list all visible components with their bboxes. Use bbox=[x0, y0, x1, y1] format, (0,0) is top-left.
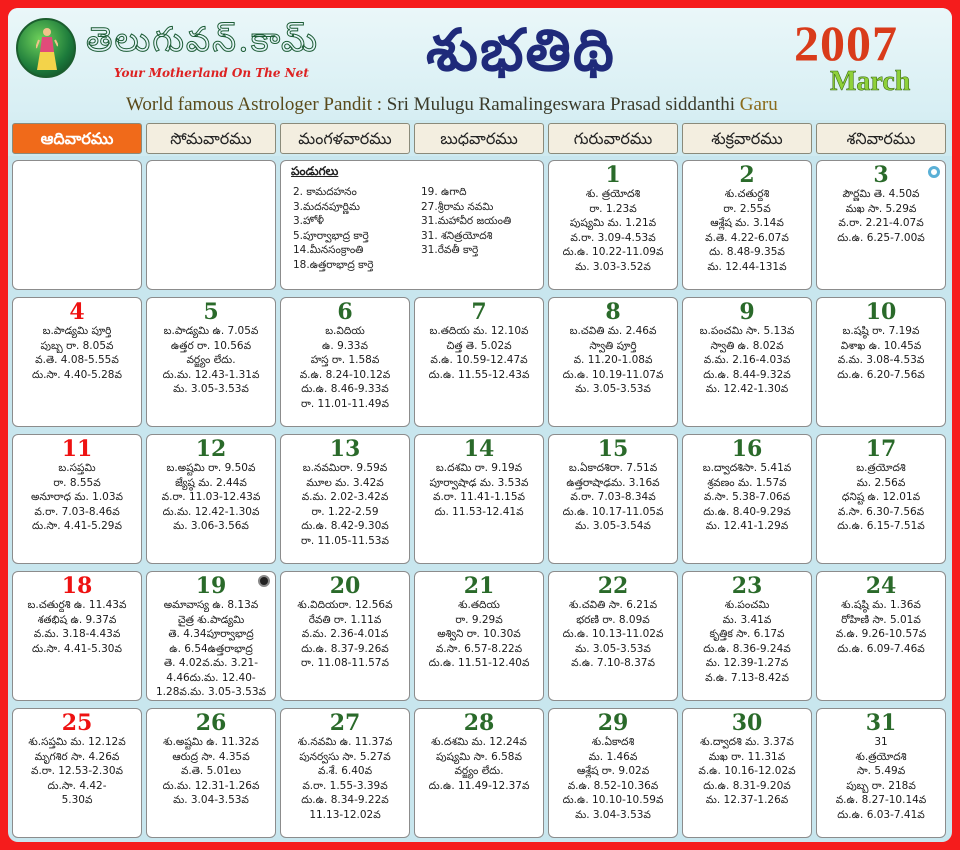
panchang-details bbox=[415, 324, 543, 382]
festival-item: 31.రేవతీ కార్తె bbox=[421, 244, 479, 256]
day-cell[interactable] bbox=[280, 708, 410, 838]
panchang-line: బ.ద్వాదశిసా. 5.41వ bbox=[702, 462, 792, 474]
panchang-line: రా. 1.22-2.59 bbox=[311, 505, 379, 518]
panchang-line: దు. 11.53-12.41వ bbox=[434, 505, 524, 518]
day-number: 6 bbox=[337, 299, 353, 325]
panchang-line: దు.ఉ. 8.34-9.22వ bbox=[301, 794, 389, 806]
day-cell[interactable] bbox=[816, 708, 946, 838]
day-number: 30 bbox=[731, 710, 763, 736]
panchang-line: వ.తె. 5.01లు bbox=[180, 765, 242, 777]
panchang-line: దు.ఉ. 8.37-9.26వ bbox=[301, 642, 389, 655]
day-cell[interactable] bbox=[548, 708, 678, 838]
panchang-details bbox=[683, 461, 811, 534]
panchang-line: వ. 11.20-1.08వ bbox=[573, 354, 653, 366]
day-number: 16 bbox=[731, 436, 763, 462]
panchang-line: 4.46దు.మ. 12.40- bbox=[166, 671, 256, 684]
panchang-line: అమావాస్య ఉ. 8.13వ bbox=[163, 599, 259, 611]
festival-item: 3.మదనపూర్ణిమ bbox=[293, 200, 360, 213]
panchang-line: దు.ఉ. 8.40-9.29వ bbox=[703, 505, 791, 518]
day-number: 21 bbox=[463, 573, 495, 599]
panchang-line: పునర్వసు సా. 5.27వ bbox=[299, 750, 391, 763]
panchang-details bbox=[817, 324, 945, 382]
day-number: 22 bbox=[597, 573, 629, 599]
day-number: 19 bbox=[195, 573, 227, 599]
panchang-line: దు.ఉ. 11.49-12.37వ bbox=[428, 779, 530, 792]
panchang-line: మృగశిర సా. 4.26వ bbox=[34, 750, 120, 763]
panchang-line: మ. 3.04-3.53వ bbox=[173, 794, 249, 806]
panchang-line: అనూరాధ మ. 1.03వ bbox=[30, 491, 123, 503]
panchang-line: మ. 12.42-1.30వ bbox=[705, 383, 789, 395]
panchang-line: దు.ఉ. 8.36-9.24వ bbox=[703, 642, 791, 655]
astrologer-credit bbox=[126, 94, 778, 116]
month-label: March bbox=[830, 66, 911, 97]
day-cell[interactable] bbox=[280, 297, 410, 427]
day-cell[interactable] bbox=[12, 708, 142, 838]
panchang-line: మ. 3.05-3.53వ bbox=[575, 642, 651, 655]
day-cell[interactable] bbox=[146, 708, 276, 838]
panchang-line: బ.విదియ bbox=[325, 325, 365, 337]
panchang-line: రా. 11.05-11.53వ bbox=[301, 534, 389, 547]
panchang-line: 11.13-12.02వ bbox=[309, 808, 381, 821]
panchang-line: వ.మ. 2.16-4.03వ bbox=[703, 354, 791, 366]
day-number: 3 bbox=[873, 162, 889, 188]
day-cell[interactable] bbox=[146, 434, 276, 564]
panchang-line: వ.మ. 2.36-4.01వ bbox=[301, 628, 389, 640]
festivals-left-list bbox=[293, 185, 373, 272]
panchang-line: మ. 3.03-3.52వ bbox=[575, 260, 651, 273]
day-number: 29 bbox=[597, 710, 629, 736]
day-cell[interactable] bbox=[12, 571, 142, 701]
panchang-details bbox=[683, 187, 811, 274]
site-tagline: Your Motherland On The Net bbox=[114, 66, 309, 80]
panchang-line: వ.మ. 3.18-4.43వ bbox=[33, 628, 121, 640]
astrologer-name: Sri Mulugu Ramalingeswara Prasad siddanthi bbox=[386, 94, 736, 115]
festivals-right-list bbox=[421, 185, 511, 258]
day-number: 15 bbox=[597, 436, 629, 462]
panchang-line: రా. 1.23వ bbox=[589, 202, 637, 215]
logo-emblem[interactable] bbox=[16, 18, 76, 78]
panchang-line: బ.అష్టమి రా. 9.50వ bbox=[166, 462, 256, 474]
day-number: 5 bbox=[203, 299, 219, 325]
panchang-details bbox=[281, 735, 409, 822]
panchang-line: బ.తదియ మ. 12.10వ bbox=[429, 325, 529, 337]
panchang-line: దు.ఉ. 6.03-7.41వ bbox=[837, 808, 925, 821]
panchang-line: శు.పంచమి bbox=[724, 599, 770, 611]
panchang-line: వ.ఉ. 8.27-10.14వ bbox=[835, 794, 927, 806]
day-number: 9 bbox=[739, 299, 755, 325]
panchang-line: మఖ సా. 5.29వ bbox=[845, 202, 917, 215]
panchang-details bbox=[147, 735, 275, 808]
panchang-line: వ.సా. 5.38-7.06వ bbox=[703, 491, 791, 503]
panchang-line: శు.తదియ bbox=[458, 599, 500, 611]
day-number: 18 bbox=[61, 573, 93, 599]
panchang-line: దు.ఉ. 6.09-7.46వ bbox=[837, 642, 925, 655]
panchang-line: మ. 3.41వ bbox=[722, 613, 772, 626]
panchang-line: ఆశ్లేష మ. 3.14వ bbox=[710, 217, 784, 229]
day-cell[interactable] bbox=[682, 571, 812, 701]
panchang-line: 5.30వ bbox=[61, 794, 93, 806]
panchang-line: కృత్తిక సా. 6.17వ bbox=[709, 628, 785, 640]
panchang-line: దు.ఉ. 10.19-11.07వ bbox=[562, 368, 664, 381]
site-logo-text[interactable]: తెలుగువన్.కామ్ bbox=[86, 20, 319, 60]
weekday-header-4[interactable]: గురువారము bbox=[548, 123, 678, 154]
panchang-line: 31 bbox=[874, 736, 888, 748]
panchang-line: 1.28వ.మ. 3.05-3.53వ bbox=[156, 686, 266, 698]
panchang-line: బ.ఏకాదశిరా. 7.51వ bbox=[568, 462, 658, 474]
panchang-details bbox=[549, 461, 677, 534]
panchang-line: పూర్వాషాఢ మ. 3.53వ bbox=[429, 476, 529, 489]
day-cell[interactable] bbox=[816, 434, 946, 564]
panchang-line: శు.సప్తమి మ. 12.12వ bbox=[28, 736, 126, 748]
panchang-line: బ.పాడ్యమి ఉ. 7.05వ bbox=[163, 325, 259, 337]
panchang-details bbox=[13, 735, 141, 808]
day-number: 11 bbox=[61, 436, 93, 462]
day-number: 4 bbox=[69, 299, 85, 325]
panchang-line: దు.ఉ. 11.55-12.43వ bbox=[428, 368, 530, 381]
panchang-line: రా. 11.01-11.49వ bbox=[301, 397, 389, 410]
panchang-details bbox=[683, 735, 811, 808]
panchang-details bbox=[549, 187, 677, 274]
panchang-details bbox=[415, 598, 543, 671]
panchang-line: వ.రా. 11.41-1.15వ bbox=[432, 491, 525, 503]
panchang-line: బ.షష్ఠి రా. 7.19వ bbox=[842, 325, 920, 337]
panchang-details bbox=[683, 324, 811, 397]
panchang-details bbox=[817, 187, 945, 245]
panchang-line: వ.సా. 6.57-8.22వ bbox=[435, 642, 523, 655]
panchang-line: ఉ. 6.54ఉత్తరాభాద్ర bbox=[169, 642, 253, 655]
panchang-line: బ.సప్తమి bbox=[58, 462, 96, 474]
panchang-line: మ. 12.44-131వ bbox=[707, 260, 787, 273]
day-cell[interactable] bbox=[12, 434, 142, 564]
panchang-line: ఉ. 9.33వ bbox=[322, 339, 368, 352]
day-number: 26 bbox=[195, 710, 227, 736]
panchang-line: మ. 12.39-1.27వ bbox=[705, 657, 789, 669]
panchang-line: దు. 8.48-9.35వ bbox=[709, 246, 785, 258]
panchang-details bbox=[281, 461, 409, 548]
panchang-line: శు.ద్వాదశి మ. 3.37వ bbox=[700, 736, 794, 748]
panchang-details bbox=[147, 324, 275, 397]
panchang-line: ఆశ్లేష రా. 9.02వ bbox=[576, 765, 650, 777]
panchang-line: వ.రా. 12.53-2.30వ bbox=[30, 765, 123, 777]
panchang-line: వ.రా. 3.09-4.53వ bbox=[570, 231, 656, 244]
panchang-line: ఉత్తరాషాఢమ. 3.16వ bbox=[566, 476, 660, 489]
panchang-line: దు.మ. 12.31-1.26వ bbox=[162, 779, 260, 792]
festival-item: 27.శ్రీరామ నవమి bbox=[421, 200, 494, 213]
empty-day-cell bbox=[12, 160, 142, 290]
festival-item: 19. ఉగాది bbox=[421, 186, 467, 198]
panchang-line: శు.షష్ఠి మ. 1.36వ bbox=[841, 599, 921, 611]
festival-item: 2. కామదహనం bbox=[293, 186, 357, 198]
festivals-box bbox=[280, 160, 544, 290]
panchang-line: చైత్ర శు.పాడ్యమి bbox=[177, 613, 245, 626]
panchang-details bbox=[13, 324, 141, 382]
panchang-line: వ.ఉ. 10.16-12.02వ bbox=[698, 765, 796, 777]
day-number: 12 bbox=[195, 436, 227, 462]
weekday-header-0[interactable]: ఆదివారము bbox=[12, 123, 142, 154]
panchang-line: మ. 1.46వ bbox=[588, 750, 638, 763]
panchang-line: దు.ఉ. 6.25-7.00వ bbox=[837, 231, 925, 244]
panchang-line: రా. 2.55వ bbox=[723, 202, 771, 215]
festivals-title: పండుగలు bbox=[291, 164, 339, 178]
marker-dot-icon bbox=[258, 575, 270, 587]
panchang-line: రా. 8.55వ bbox=[53, 476, 101, 489]
panchang-details bbox=[549, 598, 677, 671]
weekday-header-6[interactable]: శనివారము bbox=[816, 123, 946, 154]
panchang-line: వర్జ్యం లేదు. bbox=[186, 354, 236, 366]
weekday-header-5[interactable]: శుక్రవారము bbox=[682, 123, 812, 154]
panchang-line: వ.రా. 7.03-8.46వ bbox=[34, 505, 120, 518]
panchang-line: స్వాతి పూర్తి bbox=[589, 339, 637, 352]
panchang-line: రా. 9.29వ bbox=[455, 613, 503, 626]
day-cell[interactable] bbox=[682, 708, 812, 838]
panchang-line: బ.చతుర్దశి ఉ. 11.43వ bbox=[27, 599, 127, 611]
panchang-line: దు.ఉ. 10.13-11.02వ bbox=[562, 628, 664, 640]
day-number: 23 bbox=[731, 573, 763, 599]
panchang-line: శు. త్రయోదశి bbox=[585, 188, 641, 200]
panchang-line: వ.మ. 2.02-3.42వ bbox=[301, 491, 389, 503]
panchang-details bbox=[415, 461, 543, 519]
panchang-line: దు.ఉ. 8.42-9.30వ bbox=[301, 520, 389, 532]
panchang-line: వ.రా. 11.03-12.43వ bbox=[161, 491, 261, 503]
panchang-line: వ.ఉ. 8.24-10.12వ bbox=[299, 368, 391, 381]
day-cell[interactable] bbox=[548, 571, 678, 701]
panchang-details bbox=[147, 461, 275, 534]
weekday-header-3[interactable]: బుధవారము bbox=[414, 123, 544, 154]
day-number: 14 bbox=[463, 436, 495, 462]
panchang-line: ఆరుద్ర సా. 4.35వ bbox=[172, 750, 250, 763]
panchang-line: శు.నవమి ఉ. 11.37వ bbox=[297, 736, 393, 748]
panchang-details bbox=[549, 324, 677, 397]
panchang-line: భరణి రా. 8.09వ bbox=[576, 613, 650, 626]
day-cell[interactable] bbox=[682, 434, 812, 564]
day-cell[interactable] bbox=[146, 571, 276, 701]
page-title: శుభతిథి bbox=[426, 16, 616, 84]
weekday-header-bar bbox=[8, 120, 952, 156]
panchang-details bbox=[415, 735, 543, 793]
panchang-line: శు.దశమి మ. 12.24వ bbox=[431, 736, 527, 748]
panchang-line: శు.అష్టమి ఉ. 11.32వ bbox=[163, 736, 259, 748]
day-cell[interactable] bbox=[548, 297, 678, 427]
panchang-line: మ. 12.37-1.26వ bbox=[705, 794, 789, 806]
festival-item: 31. శనిత్రయోదశి bbox=[421, 229, 493, 242]
panchang-line: జ్యేష్ఠ మ. 2.44వ bbox=[175, 476, 247, 489]
day-cell[interactable] bbox=[280, 434, 410, 564]
panchang-line: తె. 4.02వ.మ. 3.21- bbox=[164, 657, 258, 669]
day-number: 24 bbox=[865, 573, 897, 599]
panchang-line: దు.ఉ. 8.44-9.32వ bbox=[703, 368, 791, 381]
panchang-line: బ.చవితి మ. 2.46వ bbox=[569, 325, 657, 337]
festival-item: 14.మీనసంక్రాంతి bbox=[293, 244, 364, 256]
panchang-details bbox=[147, 598, 275, 700]
astrologer-label: World famous Astrologer Pandit : bbox=[126, 94, 382, 115]
day-cell[interactable] bbox=[414, 708, 544, 838]
day-cell[interactable] bbox=[816, 571, 946, 701]
festival-item: 18.ఉత్తరాభాద్ర కార్తె bbox=[293, 258, 374, 271]
day-cell[interactable] bbox=[280, 571, 410, 701]
panchang-line: శతభిష ఉ. 9.37వ bbox=[37, 613, 117, 626]
day-cell[interactable] bbox=[548, 434, 678, 564]
panchang-line: పుబ్బ రా. 8.05వ bbox=[40, 339, 114, 352]
panchang-line: మ. 3.06-3.56వ bbox=[173, 520, 249, 532]
panchang-line: దు.సా. 4.42- bbox=[47, 779, 107, 792]
day-number: 27 bbox=[329, 710, 361, 736]
day-cell[interactable] bbox=[12, 297, 142, 427]
day-number: 31 bbox=[865, 710, 897, 736]
panchang-line: వ.ఉ. 10.59-12.47వ bbox=[430, 354, 528, 366]
day-number: 17 bbox=[865, 436, 897, 462]
panchang-line: మ. 3.05-3.54వ bbox=[575, 520, 651, 532]
day-cell[interactable] bbox=[146, 297, 276, 427]
panchang-line: మ. 12.41-1.29వ bbox=[705, 520, 789, 532]
panchang-line: బ.పాడ్యమి పూర్తి bbox=[42, 325, 112, 337]
panchang-line: మఖ రా. 11.31వ bbox=[708, 750, 786, 763]
panchang-line: స్వాతి ఉ. 8.02వ bbox=[710, 339, 784, 352]
astrologer-suffix: Garu bbox=[739, 94, 778, 115]
panchang-line: పుష్యమి మ. 1.21వ bbox=[569, 217, 657, 229]
panchang-line: బ.నవమిరా. 9.59వ bbox=[302, 462, 388, 474]
day-cell[interactable] bbox=[816, 297, 946, 427]
panchang-line: దు.మ. 12.42-1.30వ bbox=[162, 505, 260, 518]
panchang-line: వ.రా. 7.03-8.34వ bbox=[570, 491, 656, 503]
festival-item: 3.హోళీ bbox=[293, 215, 324, 227]
panchang-line: దు.ఉ. 6.15-7.51వ bbox=[837, 520, 925, 532]
panchang-line: శు.ఏకాదశి bbox=[591, 736, 635, 748]
dancer-icon bbox=[36, 26, 58, 72]
calendar-frame bbox=[8, 8, 952, 842]
festival-item: 5.పూర్వాభాద్ర కార్తె bbox=[293, 229, 369, 242]
day-number: 1 bbox=[605, 162, 621, 188]
marker-dot-icon bbox=[928, 166, 940, 178]
panchang-line: శు.త్రయోదశి bbox=[855, 750, 907, 763]
panchang-details bbox=[13, 461, 141, 534]
panchang-line: రా. 11.08-11.57వ bbox=[301, 657, 389, 669]
weekday-header-2[interactable]: మంగళవారము bbox=[280, 123, 410, 154]
day-number: 13 bbox=[329, 436, 361, 462]
panchang-line: రోహిణి సా. 5.01వ bbox=[841, 613, 921, 626]
panchang-line: అశ్విని రా. 10.30వ bbox=[437, 628, 521, 640]
panchang-details bbox=[683, 598, 811, 685]
day-number: 8 bbox=[605, 299, 621, 325]
day-cell[interactable] bbox=[414, 571, 544, 701]
day-number: 7 bbox=[471, 299, 487, 325]
day-cell[interactable] bbox=[548, 160, 678, 290]
day-number: 28 bbox=[463, 710, 495, 736]
panchang-line: వ.ఉ. 7.10-8.37వ bbox=[571, 657, 655, 669]
day-cell[interactable] bbox=[682, 297, 812, 427]
panchang-line: వ.తె. 4.22-6.07వ bbox=[705, 231, 789, 244]
panchang-line: వ.రా. 1.55-3.39వ bbox=[302, 779, 388, 792]
panchang-line: దు.సా. 4.40-5.28వ bbox=[32, 368, 122, 381]
panchang-line: పౌర్ణమి తె. 4.50వ bbox=[842, 188, 920, 200]
day-cell[interactable] bbox=[816, 160, 946, 290]
panchang-line: శ్రవణం మ. 1.57వ bbox=[707, 476, 787, 489]
panchang-line: పుబ్బ రా. 218వ bbox=[846, 779, 916, 792]
panchang-line: ఉత్తర రా. 10.56వ bbox=[170, 339, 252, 352]
panchang-line: హస్త రా. 1.58వ bbox=[310, 354, 380, 366]
panchang-line: దు.ఉ. 8.31-9.20వ bbox=[703, 779, 791, 792]
panchang-line: వ.ఉ. 8.52-10.36వ bbox=[567, 779, 659, 792]
panchang-details bbox=[281, 324, 409, 411]
panchang-line: దు.సా. 4.41-5.29వ bbox=[32, 520, 122, 532]
panchang-line: శు.చవితి సా. 6.21వ bbox=[568, 599, 658, 611]
festival-item: 31.మహావీర జయంతి bbox=[421, 215, 512, 227]
header bbox=[8, 8, 952, 120]
panchang-line: మ. 2.56వ bbox=[856, 476, 906, 489]
panchang-line: బ.త్రయోదశి bbox=[856, 462, 906, 474]
panchang-line: తె. 4.34పూర్వాభాద్ర bbox=[168, 628, 254, 640]
day-cell[interactable] bbox=[414, 297, 544, 427]
panchang-line: వ.మ. 3.08-4.53వ bbox=[837, 354, 925, 366]
panchang-line: వర్జ్యం లేదు. bbox=[454, 765, 504, 777]
panchang-line: మ. 3.05-3.53వ bbox=[173, 383, 249, 395]
panchang-line: దు.ఉ. 6.20-7.56వ bbox=[837, 368, 925, 381]
panchang-line: సా. 5.49వ bbox=[856, 765, 906, 777]
panchang-line: చిత్త తె. 5.02వ bbox=[446, 339, 512, 352]
day-number: 20 bbox=[329, 573, 361, 599]
empty-day-cell bbox=[146, 160, 276, 290]
panchang-line: దు.ఉ. 10.10-10.59వ bbox=[562, 794, 664, 806]
panchang-details bbox=[817, 598, 945, 656]
panchang-line: పుష్యమి సా. 6.58వ bbox=[436, 750, 522, 763]
panchang-line: దు.ఉ. 10.22-11.09వ bbox=[562, 246, 664, 258]
day-number: 10 bbox=[865, 299, 897, 325]
day-cell[interactable] bbox=[682, 160, 812, 290]
panchang-details bbox=[817, 461, 945, 534]
day-cell[interactable] bbox=[414, 434, 544, 564]
day-number: 25 bbox=[61, 710, 93, 736]
panchang-line: బ.పంచమి సా. 5.13వ bbox=[699, 325, 795, 337]
panchang-line: దు.మ. 12.43-1.31వ bbox=[162, 368, 260, 381]
panchang-line: దు.ఉ. 10.17-11.05వ bbox=[562, 505, 664, 518]
panchang-line: ధనిష్ట ఉ. 12.01వ bbox=[841, 491, 921, 503]
panchang-line: వ.సా. 6.30-7.56వ bbox=[837, 505, 925, 518]
panchang-line: శు.విదియరా. 12.56వ bbox=[297, 599, 393, 611]
weekday-header-1[interactable]: సోమవారము bbox=[146, 123, 276, 154]
panchang-line: వ.శే. 6.40వ bbox=[317, 765, 373, 777]
panchang-line: వ.రా. 2.21-4.07వ bbox=[838, 217, 924, 229]
panchang-line: శు.చతుర్దశి bbox=[724, 188, 770, 200]
panchang-line: దు.సా. 4.41-5.30వ bbox=[32, 642, 122, 655]
panchang-line: రేవతి రా. 1.11వ bbox=[308, 613, 382, 626]
panchang-details bbox=[817, 735, 945, 822]
panchang-line: మ. 3.05-3.53వ bbox=[575, 383, 651, 395]
panchang-details bbox=[13, 598, 141, 656]
panchang-line: వ.ఉ. 7.13-8.42వ bbox=[705, 671, 789, 684]
panchang-line: వ.ఉ. 9.26-10.57వ bbox=[835, 628, 927, 640]
panchang-line: వ.తె. 4.08-5.55వ bbox=[35, 354, 119, 366]
panchang-line: బ.దశమి రా. 9.19వ bbox=[435, 462, 523, 474]
panchang-details bbox=[549, 735, 677, 822]
panchang-line: విశాఖ ఉ. 10.45వ bbox=[840, 339, 922, 352]
year-label: 2007 bbox=[794, 15, 898, 71]
panchang-line: మ. 3.04-3.53వ bbox=[575, 808, 651, 821]
day-number: 2 bbox=[739, 162, 755, 188]
panchang-line: దు.ఉ. 11.51-12.40వ bbox=[428, 657, 530, 669]
calendar-grid bbox=[8, 156, 952, 842]
panchang-line: దు.ఉ. 8.46-9.33వ bbox=[301, 383, 389, 395]
panchang-line: మూల మ. 3.42వ bbox=[306, 476, 384, 489]
panchang-details bbox=[281, 598, 409, 671]
